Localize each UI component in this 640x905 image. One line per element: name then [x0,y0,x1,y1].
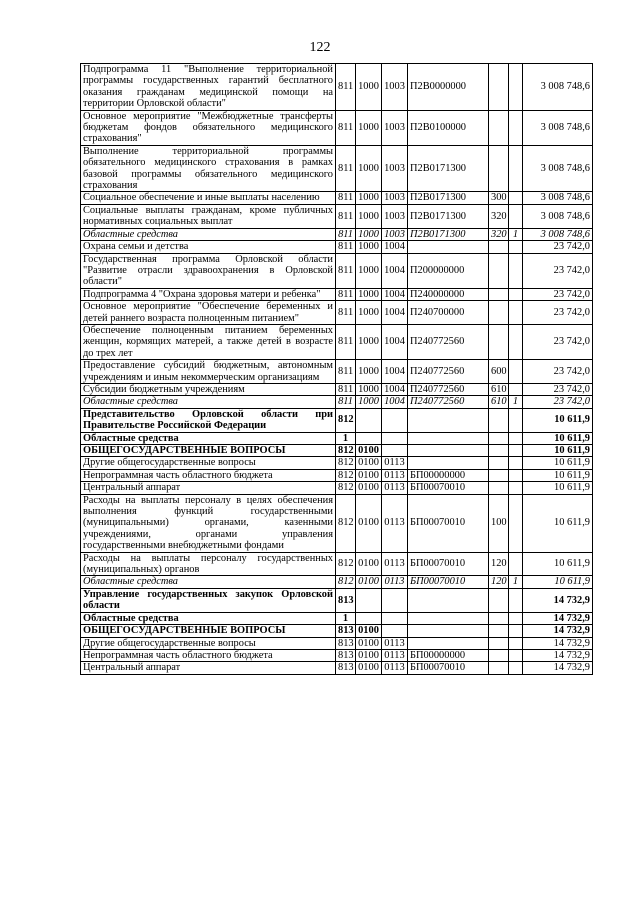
funding-source-cell [509,360,523,384]
subsection-code-cell: 1003 [382,204,408,228]
amount-cell: 23 742,0 [523,241,593,253]
section-code-cell: 0100 [356,494,382,552]
section-code-cell [356,408,382,432]
funding-source-cell [509,588,523,612]
subsection-code-cell: 1004 [382,301,408,325]
ministry-code-cell: 812 [336,482,356,494]
ministry-code-cell: 811 [336,324,356,359]
ministry-code-cell: 811 [336,145,356,192]
table-row [81,469,593,481]
section-code-cell: 0100 [356,576,382,588]
table-row [81,324,593,359]
item-name-cell: Управление государственных закупок Орловской области [81,588,336,612]
funding-source-cell [509,494,523,552]
funding-source-cell [509,383,523,395]
section-code-cell: 1000 [356,110,382,145]
subsection-code-cell: 0113 [382,552,408,576]
target-article-cell: БП00000000 [408,469,489,481]
target-article-cell [408,241,489,253]
ministry-code-cell: 1 [336,612,356,624]
target-article-cell: БП00070010 [408,576,489,588]
table-row [81,552,593,576]
expense-type-cell: 120 [489,576,509,588]
subsection-code-cell [382,408,408,432]
ministry-code-cell: 812 [336,494,356,552]
expense-type-cell: 300 [489,192,509,204]
item-name-cell: Областные средства [81,228,336,240]
subsection-code-cell: 0113 [382,482,408,494]
target-article-cell: П2В0000000 [408,64,489,111]
section-code-cell: 0100 [356,457,382,469]
ministry-code-cell: 813 [336,588,356,612]
amount-cell: 14 732,9 [523,662,593,674]
subsection-code-cell [382,612,408,624]
amount-cell: 23 742,0 [523,288,593,300]
amount-cell: 3 008 748,6 [523,192,593,204]
item-name-cell: Обеспечение полноценным питанием беременных женщин, кормящих матерей, а также детей в возрасте до трех лет [81,324,336,359]
subsection-code-cell: 1004 [382,324,408,359]
amount-cell: 10 611,9 [523,445,593,457]
item-name-cell: Расходы на выплаты персоналу государственных (муниципальных) органов [81,552,336,576]
subsection-code-cell: 1003 [382,145,408,192]
target-article-cell [408,445,489,457]
subsection-code-cell: 0113 [382,469,408,481]
item-name-cell: Выполнение территориальной программы обязательного медицинского страхования в рамках базовой программы обязательного медицинского страхования [81,145,336,192]
item-name-cell: Субсидии бюджетным учреждениям [81,383,336,395]
amount-cell: 10 611,9 [523,552,593,576]
item-name-cell: Центральный аппарат [81,662,336,674]
item-name-cell: Центральный аппарат [81,482,336,494]
ministry-code-cell: 811 [336,110,356,145]
subsection-code-cell [382,588,408,612]
funding-source-cell [509,625,523,637]
amount-cell: 14 732,9 [523,612,593,624]
ministry-code-cell: 811 [336,192,356,204]
item-name-cell: Расходы на выплаты персоналу в целях обеспечения выполнения функций государственными (муниципальными) органами, казенными учреждениями, органами управления государственными внебюджетными фондами [81,494,336,552]
funding-source-cell [509,649,523,661]
ministry-code-cell: 811 [336,360,356,384]
amount-cell: 3 008 748,6 [523,110,593,145]
amount-cell: 14 732,9 [523,637,593,649]
expense-type-cell: 600 [489,360,509,384]
ministry-code-cell: 811 [336,396,356,408]
section-code-cell: 0100 [356,662,382,674]
target-article-cell: П2В0100000 [408,110,489,145]
amount-cell: 14 732,9 [523,625,593,637]
expense-type-cell: 320 [489,204,509,228]
table-row [81,396,593,408]
budget-table [80,63,593,675]
expense-type-cell [489,649,509,661]
target-article-cell: П240772560 [408,383,489,395]
subsection-code-cell: 1004 [382,288,408,300]
expense-type-cell: 100 [489,494,509,552]
funding-source-cell [509,301,523,325]
target-article-cell: БП00070010 [408,482,489,494]
item-name-cell: Непрограммная часть областного бюджета [81,469,336,481]
section-code-cell [356,612,382,624]
item-name-cell: Основное мероприятие "Обеспечение беременных и детей раннего возраста полноценным питанием" [81,301,336,325]
ministry-code-cell: 812 [336,445,356,457]
item-name-cell: Представительство Орловской области при Правительстве Российской Федерации [81,408,336,432]
table-row [81,145,593,192]
expense-type-cell [489,445,509,457]
target-article-cell: П2В0171300 [408,145,489,192]
target-article-cell: БП00000000 [408,649,489,661]
table-row [81,457,593,469]
funding-source-cell: 1 [509,228,523,240]
target-article-cell: БП00070010 [408,552,489,576]
table-row [81,64,593,111]
expense-type-cell [489,482,509,494]
item-name-cell: Охрана семьи и детства [81,241,336,253]
expense-type-cell [489,64,509,111]
subsection-code-cell: 1003 [382,64,408,111]
subsection-code-cell: 1003 [382,110,408,145]
subsection-code-cell: 0113 [382,637,408,649]
expense-type-cell [489,241,509,253]
table-row [81,241,593,253]
target-article-cell: П240700000 [408,301,489,325]
target-article-cell [408,612,489,624]
ministry-code-cell: 812 [336,457,356,469]
target-article-cell [408,637,489,649]
table-row [81,192,593,204]
subsection-code-cell [382,445,408,457]
section-code-cell: 1000 [356,288,382,300]
ministry-code-cell: 811 [336,288,356,300]
item-name-cell: Другие общегосударственные вопросы [81,457,336,469]
expense-type-cell [489,408,509,432]
target-article-cell: П2В0171300 [408,204,489,228]
ministry-code-cell: 811 [336,64,356,111]
item-name-cell: Социальное обеспечение и иные выплаты населению [81,192,336,204]
section-code-cell: 1000 [356,324,382,359]
amount-cell: 10 611,9 [523,482,593,494]
amount-cell: 23 742,0 [523,396,593,408]
amount-cell: 23 742,0 [523,301,593,325]
item-name-cell: Социальные выплаты гражданам, кроме публичных нормативных социальных выплат [81,204,336,228]
section-code-cell: 1000 [356,228,382,240]
funding-source-cell [509,445,523,457]
item-name-cell: Областные средства [81,396,336,408]
ministry-code-cell: 813 [336,625,356,637]
table-row [81,408,593,432]
expense-type-cell [489,301,509,325]
table-row [81,360,593,384]
expense-type-cell [489,625,509,637]
funding-source-cell [509,110,523,145]
table-row [81,228,593,240]
expense-type-cell [489,457,509,469]
table-row [81,445,593,457]
ministry-code-cell: 811 [336,383,356,395]
expense-type-cell [489,288,509,300]
ministry-code-cell: 813 [336,649,356,661]
section-code-cell: 1000 [356,301,382,325]
funding-source-cell [509,253,523,288]
target-article-cell: П240000000 [408,288,489,300]
expense-type-cell [489,432,509,444]
funding-source-cell [509,469,523,481]
item-name-cell: Основное мероприятие "Межбюджетные трансферты бюджетам фондов обязательного медицинского страхования" [81,110,336,145]
table-row [81,204,593,228]
funding-source-cell [509,552,523,576]
table-row [81,649,593,661]
section-code-cell: 1000 [356,241,382,253]
section-code-cell: 1000 [356,360,382,384]
funding-source-cell [509,482,523,494]
amount-cell: 14 732,9 [523,588,593,612]
funding-source-cell [509,457,523,469]
target-article-cell: П240772560 [408,324,489,359]
item-name-cell: Непрограммная часть областного бюджета [81,649,336,661]
ministry-code-cell: 1 [336,432,356,444]
subsection-code-cell: 1004 [382,360,408,384]
section-code-cell: 1000 [356,396,382,408]
subsection-code-cell: 0113 [382,576,408,588]
amount-cell: 3 008 748,6 [523,64,593,111]
amount-cell: 10 611,9 [523,457,593,469]
item-name-cell: Областные средства [81,612,336,624]
expense-type-cell [489,253,509,288]
subsection-code-cell: 0113 [382,457,408,469]
item-name-cell: Подпрограмма 4 "Охрана здоровья матери и ребенка" [81,288,336,300]
table-row [81,110,593,145]
table-row [81,637,593,649]
expense-type-cell: 610 [489,396,509,408]
funding-source-cell [509,637,523,649]
subsection-code-cell: 1003 [382,192,408,204]
table-row [81,612,593,624]
amount-cell: 10 611,9 [523,469,593,481]
table-row [81,482,593,494]
budget-table-body [81,64,593,675]
target-article-cell: БП00070010 [408,662,489,674]
table-row [81,662,593,674]
amount-cell: 14 732,9 [523,649,593,661]
item-name-cell: ОБЩЕГОСУДАРСТВЕННЫЕ ВОПРОСЫ [81,445,336,457]
amount-cell: 23 742,0 [523,324,593,359]
section-code-cell: 0100 [356,445,382,457]
subsection-code-cell: 1004 [382,396,408,408]
ministry-code-cell: 812 [336,469,356,481]
subsection-code-cell: 0113 [382,494,408,552]
expense-type-cell [489,145,509,192]
funding-source-cell [509,192,523,204]
target-article-cell: П2В0171300 [408,228,489,240]
expense-type-cell [489,612,509,624]
funding-source-cell [509,204,523,228]
section-code-cell: 0100 [356,482,382,494]
subsection-code-cell: 1004 [382,383,408,395]
section-code-cell: 1000 [356,64,382,111]
item-name-cell: Областные средства [81,432,336,444]
ministry-code-cell: 811 [336,204,356,228]
target-article-cell: П240772560 [408,360,489,384]
expense-type-cell [489,662,509,674]
ministry-code-cell: 813 [336,637,356,649]
section-code-cell: 1000 [356,253,382,288]
section-code-cell: 0100 [356,649,382,661]
subsection-code-cell [382,432,408,444]
expense-type-cell: 320 [489,228,509,240]
funding-source-cell [509,64,523,111]
section-code-cell: 1000 [356,204,382,228]
target-article-cell: П240772560 [408,396,489,408]
funding-source-cell [509,145,523,192]
ministry-code-cell: 811 [336,253,356,288]
funding-source-cell [509,662,523,674]
subsection-code-cell: 1003 [382,228,408,240]
amount-cell: 10 611,9 [523,576,593,588]
amount-cell: 3 008 748,6 [523,145,593,192]
section-code-cell: 0100 [356,637,382,649]
amount-cell: 10 611,9 [523,494,593,552]
expense-type-cell: 610 [489,383,509,395]
subsection-code-cell: 0113 [382,649,408,661]
funding-source-cell [509,241,523,253]
subsection-code-cell: 0113 [382,662,408,674]
table-row [81,253,593,288]
expense-type-cell [489,637,509,649]
ministry-code-cell: 812 [336,576,356,588]
amount-cell: 10 611,9 [523,408,593,432]
table-row [81,301,593,325]
section-code-cell [356,432,382,444]
ministry-code-cell: 811 [336,241,356,253]
amount-cell: 23 742,0 [523,360,593,384]
table-row [81,494,593,552]
funding-source-cell [509,288,523,300]
funding-source-cell [509,324,523,359]
section-code-cell: 0100 [356,552,382,576]
amount-cell: 23 742,0 [523,383,593,395]
item-name-cell: Областные средства [81,576,336,588]
target-article-cell: БП00070010 [408,494,489,552]
target-article-cell [408,625,489,637]
subsection-code-cell: 1004 [382,241,408,253]
expense-type-cell [489,110,509,145]
funding-source-cell: 1 [509,396,523,408]
target-article-cell: П200000000 [408,253,489,288]
section-code-cell [356,588,382,612]
funding-source-cell [509,612,523,624]
funding-source-cell: 1 [509,576,523,588]
ministry-code-cell: 812 [336,552,356,576]
target-article-cell: П2В0171300 [408,192,489,204]
table-row [81,588,593,612]
target-article-cell [408,457,489,469]
funding-source-cell [509,408,523,432]
page-number: 122 [309,40,331,55]
ministry-code-cell: 811 [336,228,356,240]
table-row [81,288,593,300]
amount-cell: 10 611,9 [523,432,593,444]
subsection-code-cell: 1004 [382,253,408,288]
funding-source-cell [509,432,523,444]
table-row [81,432,593,444]
target-article-cell [408,408,489,432]
item-name-cell: Предоставление субсидий бюджетным, автономным учреждениям и иным некоммерческим организациям [81,360,336,384]
item-name-cell: Подпрограмма 11 "Выполнение территориальной программы государственных гарантий бесплатного оказания гражданам медицинской помощи на территории Орловской области" [81,64,336,111]
section-code-cell: 0100 [356,625,382,637]
ministry-code-cell: 811 [336,301,356,325]
item-name-cell: Государственная программа Орловской области "Развитие отрасли здравоохранения в Орловской области" [81,253,336,288]
table-row [81,383,593,395]
amount-cell: 3 008 748,6 [523,204,593,228]
table-row [81,576,593,588]
expense-type-cell [489,588,509,612]
expense-type-cell [489,469,509,481]
ministry-code-cell: 812 [336,408,356,432]
amount-cell: 23 742,0 [523,253,593,288]
amount-cell: 3 008 748,6 [523,228,593,240]
target-article-cell [408,432,489,444]
item-name-cell: ОБЩЕГОСУДАРСТВЕННЫЕ ВОПРОСЫ [81,625,336,637]
section-code-cell: 1000 [356,192,382,204]
table-row [81,625,593,637]
expense-type-cell: 120 [489,552,509,576]
ministry-code-cell: 813 [336,662,356,674]
expense-type-cell [489,324,509,359]
item-name-cell: Другие общегосударственные вопросы [81,637,336,649]
target-article-cell [408,588,489,612]
subsection-code-cell [382,625,408,637]
section-code-cell: 1000 [356,383,382,395]
section-code-cell: 1000 [356,145,382,192]
section-code-cell: 0100 [356,469,382,481]
